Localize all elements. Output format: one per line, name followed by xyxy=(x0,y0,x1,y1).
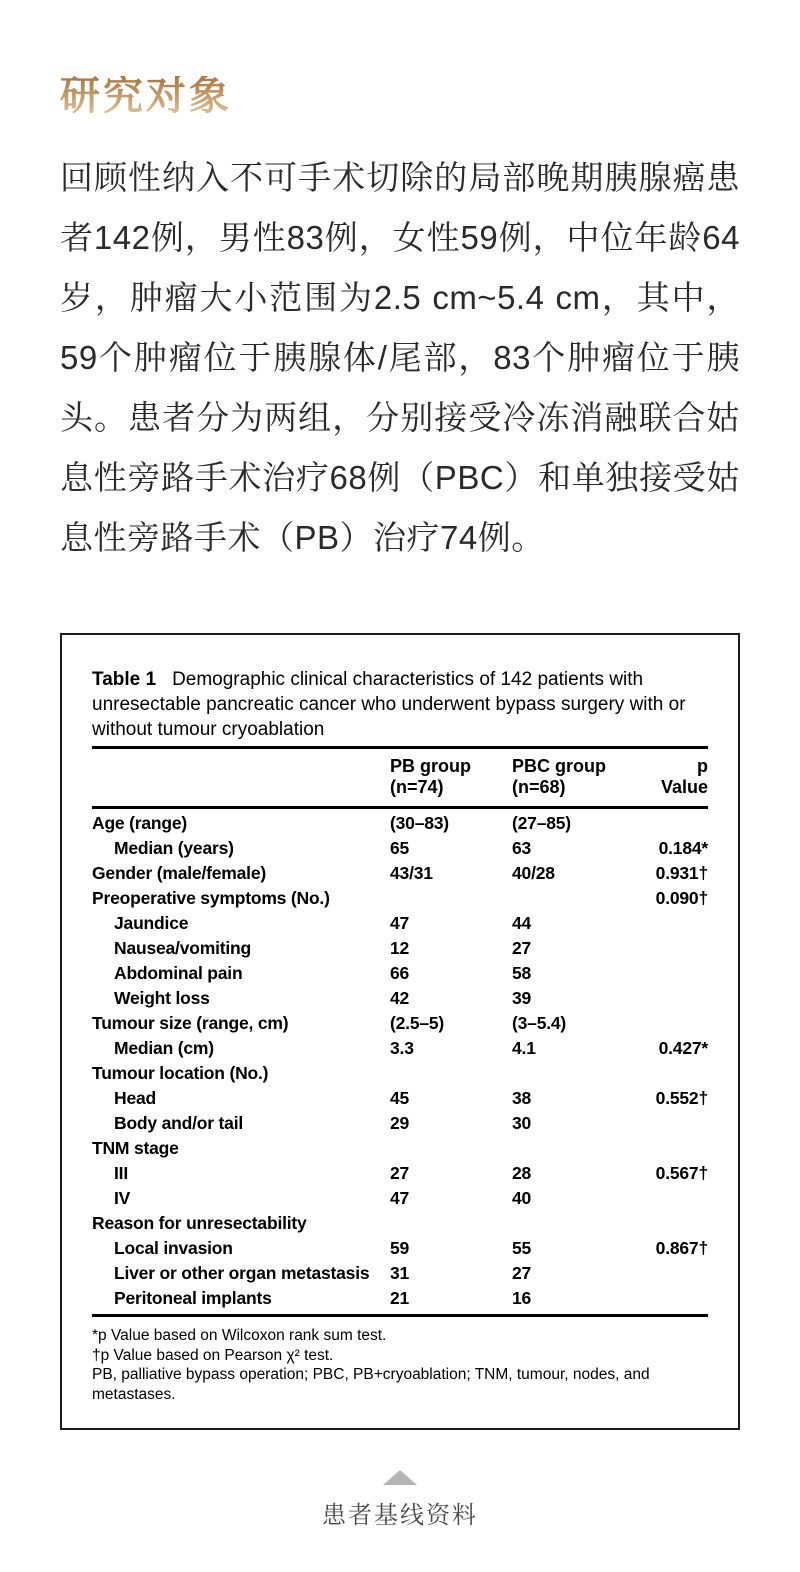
table-row xyxy=(92,1236,708,1261)
header-pbc-group xyxy=(512,756,646,798)
cell-pb-value: 43/31 xyxy=(390,863,433,883)
row-label: Gender (male/female) xyxy=(92,863,266,883)
table-title-text: Demographic clinical characteristics of 142 patients with unresectable pancreatic cancer who underwent bypass surgery with or without tumour cryoablation xyxy=(92,669,686,740)
table-row xyxy=(92,936,708,961)
header-p-value: p Value xyxy=(660,756,708,797)
table-footnotes xyxy=(92,1317,708,1404)
cell-pb-value: 45 xyxy=(390,1088,410,1108)
cell-pb-value: 47 xyxy=(390,1188,410,1208)
table-row xyxy=(92,1286,708,1311)
table-row xyxy=(92,1036,708,1061)
cell-pbc-value: 63 xyxy=(512,838,532,858)
table-row xyxy=(92,1086,708,1111)
cell-p-value: 0.552† xyxy=(655,1088,708,1108)
cell-pb-value: (2.5–5) xyxy=(390,1013,445,1033)
cell-pbc-value: 44 xyxy=(512,913,532,933)
table-title xyxy=(92,667,708,742)
row-label: Median (years) xyxy=(114,838,234,858)
table-row xyxy=(92,1111,708,1136)
cell-pbc-value: 16 xyxy=(512,1288,532,1308)
table-footnote: *p Value based on Wilcoxon rank sum test. xyxy=(92,1327,387,1344)
row-label: Preoperative symptoms (No.) xyxy=(92,888,330,908)
cell-pb-value: 21 xyxy=(390,1288,410,1308)
row-label: Local invasion xyxy=(114,1238,233,1258)
row-label: IV xyxy=(114,1188,131,1208)
table-row xyxy=(92,1011,708,1036)
row-label: Peritoneal implants xyxy=(114,1288,272,1308)
cell-pb-value: (30–83) xyxy=(390,813,449,833)
row-label: Nausea/vomiting xyxy=(114,938,252,958)
row-label: Head xyxy=(114,1088,156,1108)
table-footnote: PB, palliative bypass operation; PBC, PB+cryoablation; TNM, tumour, nodes, and metastases. xyxy=(92,1366,650,1403)
table-row xyxy=(92,861,708,886)
cell-pb-value: 42 xyxy=(390,988,410,1008)
cell-pb-value: 59 xyxy=(390,1238,410,1258)
row-label: TNM stage xyxy=(92,1138,179,1158)
cell-p-value: 0.867† xyxy=(655,1238,708,1258)
row-label: Liver or other organ metastasis xyxy=(114,1263,370,1283)
table-row xyxy=(92,986,708,1011)
table-row xyxy=(92,1186,708,1211)
header-pb-group xyxy=(390,756,512,798)
table-row xyxy=(92,811,708,836)
header-pbc-name: PBC group xyxy=(512,756,606,776)
footer-nav xyxy=(60,1470,740,1531)
cell-pbc-value: (3–5.4) xyxy=(512,1013,567,1033)
cell-pbc-value: 40 xyxy=(512,1188,532,1208)
cell-pb-value: 47 xyxy=(390,913,410,933)
cell-pbc-value: 58 xyxy=(512,963,532,983)
header-pb-n: (n=74) xyxy=(390,777,444,797)
row-label: Tumour size (range, cm) xyxy=(92,1013,289,1033)
cell-pb-value: 3.3 xyxy=(390,1038,414,1058)
cell-pb-value: 66 xyxy=(390,963,410,983)
row-label: III xyxy=(114,1163,128,1183)
row-label: Reason for unresectability xyxy=(92,1213,307,1233)
table-row xyxy=(92,836,708,861)
footer-caption: 患者基线资料 xyxy=(322,1502,478,1529)
cell-p-value: 0.184* xyxy=(658,838,708,858)
row-label: Body and/or tail xyxy=(114,1113,244,1133)
cell-pbc-value: 55 xyxy=(512,1238,532,1258)
table-row xyxy=(92,961,708,986)
cell-pb-value: 12 xyxy=(390,938,410,958)
cell-p-value: 0.931† xyxy=(655,863,708,883)
table-row xyxy=(92,1136,708,1161)
cell-pbc-value: 40/28 xyxy=(512,863,555,883)
body-paragraph: 回顾性纳入不可手术切除的局部晚期胰腺癌患者142例，男性83例，女性59例，中位年龄64岁，肿瘤大小范围为2.5 cm~5.4 cm，其中，59个肿瘤位于胰腺体/尾部，83个肿瘤位于胰头。患者分为两组，分别接受冷冻消融联合姑息性旁路手术治疗68例（PBC）和单独接受姑息性旁路手术（PB）治疗74例。 xyxy=(60,159,740,556)
cell-pbc-value: (27–85) xyxy=(512,813,571,833)
row-label: Age (range) xyxy=(92,813,188,833)
row-label: Tumour location (No.) xyxy=(92,1063,269,1083)
row-label: Abdominal pain xyxy=(114,963,243,983)
row-label: Jaundice xyxy=(114,913,189,933)
table-row xyxy=(92,1261,708,1286)
cell-pbc-value: 39 xyxy=(512,988,532,1008)
row-label: Weight loss xyxy=(114,988,210,1008)
header-pbc-n: (n=68) xyxy=(512,777,566,797)
collapse-triangle-icon[interactable] xyxy=(383,1470,417,1485)
cell-pbc-value: 27 xyxy=(512,1263,532,1283)
cell-pbc-value: 28 xyxy=(512,1163,532,1183)
cell-pbc-value: 30 xyxy=(512,1113,532,1133)
table-row xyxy=(92,1061,708,1086)
table-figure xyxy=(60,633,740,1430)
cell-p-value: 0.567† xyxy=(655,1163,708,1183)
cell-pb-value: 31 xyxy=(390,1263,410,1283)
cell-pbc-value: 38 xyxy=(512,1088,532,1108)
table-row xyxy=(92,886,708,911)
cell-pb-value: 29 xyxy=(390,1113,410,1133)
cell-p-value: 0.427* xyxy=(658,1038,708,1058)
row-label: Median (cm) xyxy=(114,1038,214,1058)
table-header xyxy=(92,749,708,806)
section-heading: 研究对象 xyxy=(60,73,232,118)
table-body xyxy=(92,809,708,1314)
table-row xyxy=(92,911,708,936)
cell-pb-value: 65 xyxy=(390,838,410,858)
table-row xyxy=(92,1211,708,1236)
cell-p-value: 0.090† xyxy=(655,888,708,908)
table-row xyxy=(92,1161,708,1186)
table-label: Table 1 xyxy=(92,669,157,690)
cell-pbc-value: 4.1 xyxy=(512,1038,536,1058)
cell-pbc-value: 27 xyxy=(512,938,532,958)
header-pb-name: PB group xyxy=(390,756,471,776)
cell-pb-value: 27 xyxy=(390,1163,410,1183)
table-footnote: †p Value based on Pearson χ² test. xyxy=(92,1346,334,1364)
